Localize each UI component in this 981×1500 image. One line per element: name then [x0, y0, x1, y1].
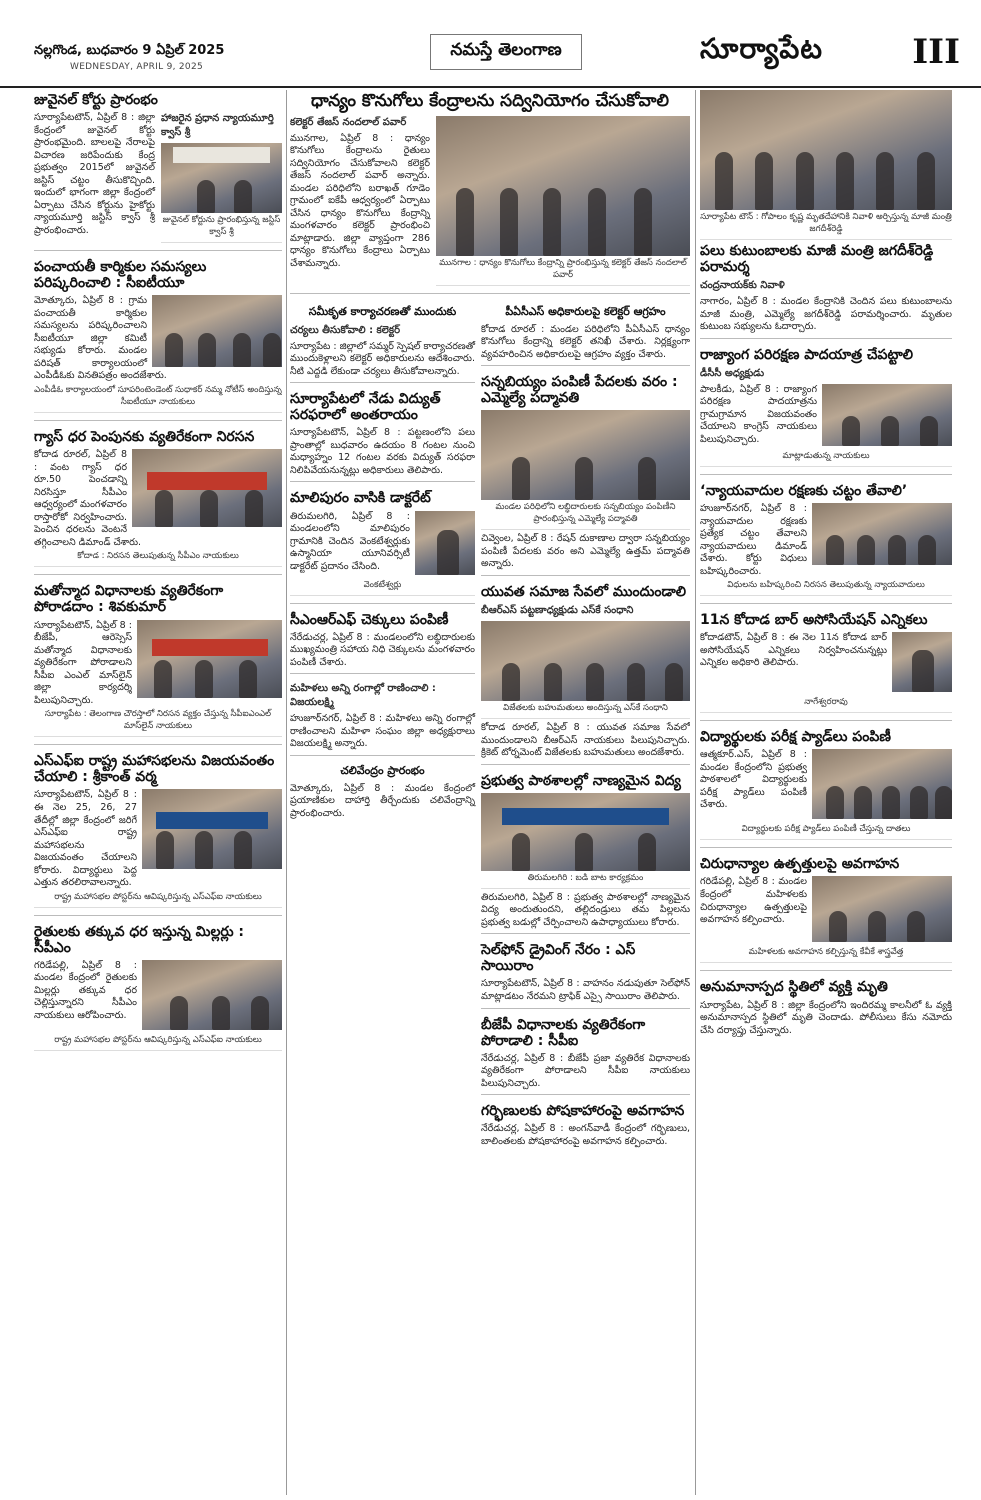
- photo-figure: [200, 490, 218, 527]
- photo-figure: [836, 152, 854, 210]
- article-body: నేరేడుచర్ల, ఏప్రిల్ 8 : మండలంలోని లబ్ధిదారులకు ముఖ్యమంత్రి సహాయ నిధి చెక్కులను మంగళవారం పంపిణీ చేశారు.: [290, 631, 475, 668]
- photo-figure: [251, 996, 269, 1030]
- photo-banner: [173, 147, 270, 162]
- headline: విద్యార్థులకు పరీక్ష ప్యాడ్‌లు పంపిణీ: [700, 729, 891, 746]
- photo-figure: [198, 333, 216, 368]
- article-body: సూర్యాపేటటౌన్, ఏప్రిల్ 8 : జిల్లా కేంద్రంలో జువైనల్ కోర్టు ప్రారంభమైంది. బాలలపై నేరాలపై విచారణ జరిపేందుకు కేంద్ర ప్రభుత్వం 2015లో జువైనల్ జస్టిస్ చట్టం తీసుకొచ్చింది. ఇందులో భాగంగా జిల్లా కేంద్రంలో ఏర్పాటు చేసిన కోర్టును హైకోర్టు న్యాయమూర్తి జస్టిస్ క్వాస్ శ్రీ ప్రారంభించారు.: [34, 112, 155, 236]
- photo-figure: [868, 911, 886, 943]
- article: [481, 942, 690, 1008]
- article: [290, 764, 475, 825]
- article: [290, 305, 475, 384]
- article: [481, 584, 690, 765]
- photo-caption: మండల పరిధిలోని లబ్ధిదారులకు సన్నబియ్యం పంపిణీని ప్రారంభిస్తున్న ఎమ్మెల్యే పద్మావతి: [481, 500, 690, 530]
- photo-figure: [586, 663, 604, 701]
- photo-figure: [245, 490, 263, 527]
- headline: 11న కోదాడ బార్ అసోసియేషన్ ఎన్నికలు: [700, 612, 928, 629]
- photo-figure: [512, 833, 530, 870]
- article: [34, 753, 282, 915]
- headline: పీఏసీఎస్ అధికారులపై కలెక్టర్ ఆగ్రహం: [505, 304, 666, 318]
- article-body: తిరుమలగిరి, ఏప్రిల్ 8 : మండలంలోని మాలిపురం గ్రామానికి చెందిన వెంకటేశ్వర్లుకు ఉస్మానియా యూనివర్సిటీ డాక్టరేట్ ప్రదానం చేసింది.: [290, 510, 410, 572]
- headline: పలు కుటుంబాలకు మాజీ మంత్రి జగదీశ్‌రెడ్డి పరామర్శ: [700, 243, 934, 276]
- article-body: పాలకీడు, ఏప్రిల్ 8 : రాజ్యాంగ పరిరక్షణ పాదయాత్రను గ్రామగ్రామాన విజయవంతం చేయాలని కాంగ్రెస్ నాయకులు పిలుపునిచ్చారు.: [700, 383, 817, 445]
- photo-figure: [917, 152, 935, 210]
- photo-figure: [500, 188, 518, 255]
- edition-line: నల్లగొండ, బుధవారం 9 ఏప్రిల్ 2025: [34, 43, 225, 58]
- news-photo: [161, 143, 282, 213]
- headline: బీజేపీ విధానాలకు వ్యతిరేకంగా పోరాడాలి : సీపీఐ: [481, 1016, 646, 1049]
- article-body: సూర్యాపేటటౌన్, ఏప్రిల్ 8 : వాహనం నడుపుతూ సెల్‌ఫోన్ మాట్లాడటం నేరమని ట్రాఫిక్ ఎస్సై సాయిరాం తెలిపారు.: [481, 978, 690, 1003]
- masthead: [0, 0, 981, 88]
- article-body: మోత్కూరు, ఏప్రిల్ 8 : మండల కేంద్రంలో ప్రయాణికుల దాహార్తి తీర్చేందుకు చలివేంద్రాన్ని ప్రారంభించారు.: [290, 782, 475, 819]
- column-rule: [286, 90, 287, 1495]
- photo-banner: [152, 639, 268, 656]
- article-body: ఆత్మకూర్.ఎస్, ఏప్రిల్ 8 : మండల కేంద్రంలోని ప్రభుత్వ పాఠశాలలో విద్యార్థులకు పరీక్ష ప్యాడ్‌లు పంపిణీ చేశారు.: [700, 749, 807, 811]
- photo-figure: [918, 535, 936, 565]
- lead-headline: ధాన్యం కొనుగోలు కేంద్రాలను సద్వినియోగం చేసుకోవాలి: [311, 91, 669, 111]
- photo-caption: జువైనల్ కోర్టును ప్రారంభిస్తున్న జస్టిస్ క్వాస్ శ్రీ: [161, 213, 282, 243]
- article-body: కోదాడటౌన్, ఏప్రిల్ 8 : ఈ నెల 11న కోదాడ బార్ అసోసియేషన్ ఎన్నికలు నిర్వహించనున్నట్లు ఎన్నికల అధికారి తెలిపారు.: [700, 632, 887, 669]
- article-body: నేరేడుచర్ల, ఏప్రిల్ 8 : అంగన్‌వాడీ కేంద్రంలో గర్భిణులు, బాలింతలకు పోషకాహారంపై అవగాహన కల్పించారు.: [481, 1123, 690, 1147]
- article: [700, 612, 952, 721]
- kicker: చంద్రనాయక్‌కు నివాళి: [700, 280, 785, 292]
- photo-figure: [575, 833, 593, 870]
- photo-figure: [195, 831, 213, 869]
- photo-caption: వెంకటేశ్వర్లు: [290, 578, 475, 596]
- article-body: సూర్యాపేటటౌన్, ఏప్రిల్ 8 : ఈ నెల 25, 26, 27 తేదీల్లో జిల్లా కేంద్రంలో జరిగే ఎస్‌ఎఫ్‌ఐ రాష్ట్ర మహాసభలను విజయవంతం చేయాలని కోరారు. విద్యార్థులు పెద్ద ఎత్తున తరలిరావాలన్నారు.: [34, 789, 137, 889]
- article: [481, 773, 690, 935]
- photo-figure: [234, 180, 252, 214]
- photo-caption: విజేతలకు బహుమతులు అందిస్తున్న ఎస్‌కే సంధాని: [481, 701, 690, 719]
- article-body: మోత్కూరు, ఏప్రిల్ 8 : గ్రామ పంచాయతీ కార్మికుల సమస్యలను పరిష్కరించాలని సీఐటీయూ జిల్లా కమిటీ సభ్యుడు కోరారు. మండల పరిషత్ కార్యాలయంలో ఎంపీడీఓకు వినతిపత్రం అందజేశారు.: [34, 295, 167, 382]
- column-rule: [695, 90, 696, 1495]
- headline: సీఎంఆర్‌ఎఫ్ చెక్కులు పంపిణీ: [290, 611, 449, 628]
- photo-figure: [638, 833, 656, 870]
- headline: గర్భిణులకు పోషకాహారంపై అవగాహన: [481, 1103, 685, 1120]
- news-photo: [812, 749, 952, 819]
- article-body: హుజూర్‌నగర్, ఏప్రిల్ 8 : న్యాయవాదుల రక్షణకు ప్రత్యేక చట్టం తేవాలని న్యాయవాదులు డిమాండ్ చేశారు. కోర్టు విధులు బహిష్కరించారు.: [700, 502, 807, 577]
- article: [481, 1103, 690, 1152]
- page-number: III: [912, 32, 960, 72]
- photo-figure: [512, 457, 530, 500]
- photo-caption: విధులను బహిష్కరించి నిరసన తెలుపుతున్న న్యాయవాదులు: [700, 578, 952, 596]
- photo-figure: [195, 660, 213, 697]
- photo-banner: [502, 808, 669, 825]
- article-body: కోదాడ రూరల్, ఏప్రిల్ 8 : వంట గ్యాస్ ధర రూ.50 పెంచడాన్ని నిరసిస్తూ సీపీఎం ఆధ్వర్యంలో మంగళవారం రాస్తారోకో నిర్వహించారు. పెంచిన ధరలను వెంటనే తగ్గించాలని డిమాండ్ చేశారు.: [34, 449, 142, 548]
- lead-photo: [700, 90, 952, 210]
- article: [700, 347, 952, 475]
- news-photo: [481, 410, 690, 500]
- photo-figure: [826, 535, 844, 565]
- article-body: సూర్యాపేట : జిల్లాలో సమ్మర్ స్పెషల్ కార్యాచరణతో ముందుకెళ్లాలని కలెక్టర్ అధికారులను ఆదేశించారు. నీటి ఎద్దడి లేకుండా చర్యలు తీసుకోవాలన్నారు.: [290, 340, 475, 377]
- lead-article: [290, 92, 690, 294]
- headline: సెల్‌ఫోన్ డ్రైవింగ్ నేరం : ఎస్ సాయిరాం: [481, 942, 636, 975]
- photo-figure: [912, 650, 934, 692]
- photo-figure: [842, 416, 860, 446]
- news-photo: [137, 620, 282, 698]
- article: [290, 682, 475, 756]
- photo-figure: [627, 663, 645, 701]
- news-photo: [812, 876, 952, 942]
- article: [290, 391, 475, 482]
- lead-photo: [436, 116, 690, 256]
- photo-figure: [857, 535, 875, 565]
- photo-caption: సూర్యాపేట : తెలంగాణ చౌరస్తాలో నిరసన వ్యక్తం చేస్తున్న సీపీఐఎంఎల్ మాస్‌లైన్ నాయకులు: [34, 707, 282, 737]
- article-body: గరిడేపల్లి, ఏప్రిల్ 8 : మండల కేంద్రంలో రైతులకు మిల్లర్లు తక్కువ ధర చెల్లిస్తున్నారని సీపీఎం నాయకులు ఆరోపించారు.: [34, 959, 137, 1021]
- photo-figure: [829, 911, 847, 943]
- portrait-photo: [892, 632, 952, 692]
- headline: రైతులకు తక్కువ ధర ఇస్తున్న మిల్లర్లు : సీపీఎం: [34, 923, 245, 956]
- headline: రాజ్యాంగ పరిరక్షణ పాదయాత్ర చేపట్టాలి: [700, 346, 914, 363]
- article: [290, 490, 475, 603]
- headline: చలివేంద్రం ప్రారంభం: [340, 763, 425, 777]
- headline: సూర్యాపేటలో నేడు విద్యుత్ సరఫరాలో అంతరాయం: [290, 391, 441, 424]
- headline: సమీకృత కార్యాచరణతో ముందుకు: [308, 304, 457, 318]
- article: [700, 856, 952, 971]
- kicker: డీసీసీ అధ్యక్షుడు: [700, 367, 765, 379]
- article-body: చివ్వెంల, ఏప్రిల్ 8 : రేషన్ దుకాణాల ద్వారా సన్నబియ్యం పంపిణీ పేదలకు వరం అని ఎమ్మెల్యే ఉత్తమ్ పద్మావతి అన్నారు.: [481, 533, 690, 570]
- article-body: మునగాల, ఏప్రిల్ 8 : ధాన్యం కొనుగోలు కేంద్రాలను రైతులు సద్వినియోగం చేసుకోవాలని కలెక్టర్ తేజస్ నందలాల్ పవార్ అన్నారు. మండల పరిధిలోని బరాఖత్ గూడెం గ్రామంలో ఐకేపీ ఆధ్వర్యంలో ఏర్పాటు చేసిన ధాన్యం కొనుగోలు కేంద్రాన్ని మంగళవారం కలెక్టర్ ప్రారంభించి మాట్లాడారు. జిల్లా వ్యాప్తంగా 286 ధాన్యం కొనుగోలు కేంద్రాలు ఏర్పాటు చేశామన్నారు.: [290, 132, 430, 269]
- city-name: సూర్యాపేట: [700, 32, 823, 65]
- article-body: సూర్యాపేటటౌన్, ఏప్రిల్ 8 : బీజేపీ, ఆరెస్సెస్ మతోన్మాద విధానాలకు వ్యతిరేకంగా పోరాడాలని సీపీఐ ఎంఎల్ మాస్‌లైన్ జిల్లా కార్యదర్శి పిలుపునిచ్చారు.: [34, 619, 132, 706]
- date-english: WEDNESDAY, APRIL 9, 2025: [70, 62, 204, 72]
- headline: ప్రభుత్వ పాఠశాలల్లో నాణ్యమైన విద్య: [481, 772, 681, 789]
- photo-figure: [156, 831, 174, 869]
- article: [481, 1017, 690, 1096]
- article: [481, 305, 690, 367]
- article-body: గరిడేపల్లి, ఏప్రిల్ 8 : మండల కేంద్రంలో మహిళలకు చిరుధాన్యాల ఉత్పత్తులపై అవగాహన కల్పించారు.: [700, 876, 807, 926]
- article-body: తిరుమలగిరి, ఏప్రిల్ 8 : ప్రభుత్వ పాఠశాలల్లో నాణ్యమైన విద్య అందుతుందని, తల్లిదండ్రులు తమ పిల్లలను ప్రభుత్వ బడుల్లో చేర్పించాలని ఉపాధ్యాయులు కోరారు.: [481, 891, 690, 928]
- news-photo: [142, 960, 282, 1030]
- headline: సన్నబియ్యం పంపిణీ పేదలకు వరం : ఎమ్మెల్యే పద్మావతి: [481, 374, 678, 407]
- photo-figure: [212, 996, 230, 1030]
- right-column: [700, 90, 952, 1500]
- photo-figure: [575, 457, 593, 500]
- photo-caption: ఎంపీడీఓ కార్యాలయంలో సూపరింటెండెంట్ సుధాకర్ నమ్మ నోటీస్ అందిస్తున్న సీఐటీయూ నాయకులు: [34, 383, 282, 413]
- photo-figure: [826, 786, 844, 820]
- headline: యువత సమాజ సేవలో ముందుండాలి: [481, 583, 686, 600]
- photo-figure: [170, 996, 188, 1030]
- article: [700, 729, 952, 848]
- article-body: కోదాడ రూరల్ : మండల పరిధిలోని పీఏసీఎస్ ధాన్యం కొనుగోలు కేంద్రాన్ని కలెక్టర్ తనిఖీ చేశారు. నిర్లక్ష్యంగా వ్యవహరించిన అధికారులపై ఆగ్రహం వ్యక్తం చేశారు.: [481, 323, 690, 360]
- left-column: [34, 90, 282, 1500]
- news-photo: [481, 793, 690, 871]
- article-body: సూర్యాపేటటౌన్, ఏప్రిల్ 8 : పట్టణంలోని పలు ప్రాంతాల్లో బుధవారం ఉదయం 8 గంటల నుంచి మధ్యాహ్నం 12 గంటల వరకు విద్యుత్ సరఫరా నిలిపివేయనున్నట్లు అధికారులు తెలిపారు.: [290, 427, 475, 476]
- kicker: మహిళలు అన్ని రంగాల్లో రాణించాలి : విజయలక్ష్మి: [290, 683, 436, 709]
- headline: గ్యాస్ ధర పెంపునకు వ్యతిరేకంగా నిరసన: [34, 429, 255, 445]
- photo-caption: మాట్లాడుతున్న నాయకులు: [700, 449, 952, 467]
- article-body: నాగారం, ఏప్రిల్ 8 : మండల కేంద్రానికి చెందిన పలు కుటుంబాలను మాజీ మంత్రి, ఎమ్మెల్యే జగదీశ్‌రెడ్డి పరామర్శించారు. మృతుల కుటుంబ సభ్యులను ఓదార్చారు.: [700, 296, 952, 333]
- photo-figure: [165, 333, 183, 368]
- photo-figure: [239, 660, 257, 697]
- photo-figure: [234, 831, 252, 869]
- photo-figure: [888, 535, 906, 565]
- news-photo: [481, 621, 690, 701]
- article: [700, 483, 952, 604]
- photo-figure: [882, 786, 900, 820]
- article: [34, 259, 282, 421]
- photo-figure: [233, 333, 251, 368]
- paper-name-box: [430, 34, 582, 70]
- section-header: [700, 30, 960, 74]
- article: [700, 90, 952, 339]
- photo-figure: [197, 180, 215, 214]
- photo-figure: [263, 333, 281, 368]
- headline: మాలిపురం వాసికి డాక్టరేట్: [290, 490, 431, 507]
- photo-figure: [920, 416, 938, 446]
- kicker: బీఆర్‌ఎస్ పట్టణాధ్యక్షుడు ఎస్‌కే సంధాని: [481, 605, 634, 617]
- photo-banner: [147, 472, 267, 489]
- article: [34, 924, 282, 1058]
- kicker: కలెక్టర్ తేజస్ నందలాల్ పవార్: [290, 116, 407, 128]
- article: [34, 92, 282, 251]
- photo-figure: [502, 663, 520, 701]
- photo-figure: [935, 786, 952, 820]
- news-photo: [132, 449, 282, 527]
- article: [700, 979, 952, 1041]
- headline: మతోన్మాద విధానాలకు వ్యతిరేకంగా పోరాడదాం : శివకుమార్: [34, 583, 224, 616]
- news-photo: [812, 503, 952, 565]
- headline: పంచాయతీ కార్మికుల సమస్యలు పరిష్కరించాలి : సీఐటీయూ: [34, 259, 207, 292]
- headline: ఎస్‌ఎఫ్‌ఐ రాష్ట్ర మహాసభలను విజయవంతం చేయాలి : శ్రీకాంత్ వర్మ: [34, 753, 275, 786]
- photo-figure: [665, 663, 683, 701]
- headline: జువైనల్ కోర్టు ప్రారంభం: [34, 92, 158, 108]
- photo-figure: [155, 490, 173, 527]
- article: [34, 429, 282, 575]
- news-photo: [152, 295, 282, 367]
- news-photo: [822, 384, 952, 446]
- headline: ‘న్యాయవాదుల రక్షణకు చట్టం తేవాలి’: [700, 482, 908, 499]
- article-body: సూర్యాపేట, ఏప్రిల్ 8 : జిల్లా కేంద్రంలోని ఇందిరమ్మ కాలనీలో ఓ వ్యక్తి అనుమానాస్పద స్థితిలో మృతి చెందాడు. పోలీసులు కేసు నమోదు చేసి దర్యాప్తు చేస్తున్నారు.: [700, 999, 952, 1036]
- photo-figure: [437, 530, 459, 575]
- article-body: హుజూర్‌నగర్, ఏప్రిల్ 8 : మహిళలు అన్ని రంగాల్లో రాణించాలని మహిళా సంఘం జిల్లా అధ్యక్షురాలు విజయలక్ష్మి అన్నారు.: [290, 713, 475, 750]
- photo-figure: [755, 152, 773, 210]
- photo-figure: [543, 188, 561, 255]
- photo-caption: సూర్యాపేట టౌన్ : గోపాలం కృష్ణ మృతదేహానికి నివాళి అర్పిస్తున్న మాజీ మంత్రి జగదీశ్‌రెడ్డి: [700, 210, 952, 240]
- photo-figure: [456, 188, 474, 255]
- photo-caption: రాష్ట్ర మహాసభల పోస్టర్‌ను ఆవిష్కరిస్తున్న ఎస్‌ఎఫ్‌ఐ నాయకులు: [34, 1033, 282, 1051]
- portrait-photo: [415, 511, 475, 575]
- photo-caption: నాగేశ్వరరావు: [700, 695, 952, 713]
- article: [34, 583, 282, 745]
- article-body: కోదాడ రూరల్, ఏప్రిల్ 8 : యువత సమాజ సేవలో ముందుండాలని బీఆర్‌ఎస్ నాయకులు పిలుపునిచ్చారు. క్రికెట్ టోర్నమెంట్ విజేతలకు బహుమతులు అందజేశారు.: [481, 722, 690, 759]
- kicker: చర్యలు తీసుకోవాలి : కలెక్టర్: [290, 324, 401, 336]
- photo-figure: [638, 457, 656, 500]
- photo-figure: [876, 152, 894, 210]
- photo-figure: [544, 663, 562, 701]
- photo-caption: తిరుమలగిరి : బడి బాట కార్యక్రమం: [481, 871, 690, 889]
- photo-caption: కోదాడ : నిరసన తెలుపుతున్న సీపీఎం నాయకులు: [34, 549, 282, 567]
- photo-caption: విద్యార్థులకు పరీక్ష ప్యాడ్‌లు పంపిణీ చేస్తున్న దాతలు: [700, 822, 952, 840]
- photo-caption: మహిళలకు అవగాహన కల్పిస్తున్న కేవీకే శాస్త్రవేత్త: [700, 945, 952, 963]
- photo-figure: [910, 786, 928, 820]
- photo-banner: [156, 812, 268, 830]
- photo-caption: రాష్ట్ర మహాసభల పోస్టర్‌ను ఆవిష్కరిస్తున్న ఎస్‌ఎఫ్‌ఐ నాయకులు: [34, 890, 282, 908]
- photo-figure: [907, 911, 925, 943]
- photo-figure: [154, 660, 172, 697]
- article: [481, 374, 690, 576]
- paper-name: నమస్తే తెలంగాణ: [450, 40, 562, 60]
- article-body: నేరేడుచర్ల, ఏప్రిల్ 8 : బీజేపీ ప్రజా వ్యతిరేక విధానాలకు వ్యతిరేకంగా పోరాడాలని సీపీఐ నాయకులు పిలుపునిచ్చారు.: [481, 1052, 690, 1089]
- photo-figure: [634, 188, 652, 255]
- center-column: [290, 90, 690, 1500]
- kicker: హాజరైన ప్రధాన న్యాయమూర్తి క్వాస్ శ్రీ: [161, 113, 274, 139]
- photo-figure: [588, 188, 606, 255]
- news-photo: [142, 789, 282, 869]
- photo-figure: [715, 152, 733, 210]
- photo-caption: మునగాల : ధాన్యం కొనుగోలు కేంద్రాన్ని ప్రారంభిస్తున్న కలెక్టర్ తేజస్ నందలాల్ పవార్: [436, 256, 690, 286]
- article: [290, 612, 475, 675]
- photo-figure: [796, 152, 814, 210]
- headline: చిరుధాన్యాల ఉత్పత్తులపై అవగాహన: [700, 856, 900, 873]
- photo-figure: [881, 416, 899, 446]
- headline: అనుమానాస్పద స్థితిలో వ్యక్తి మృతి: [700, 979, 888, 996]
- photo-figure: [854, 786, 872, 820]
